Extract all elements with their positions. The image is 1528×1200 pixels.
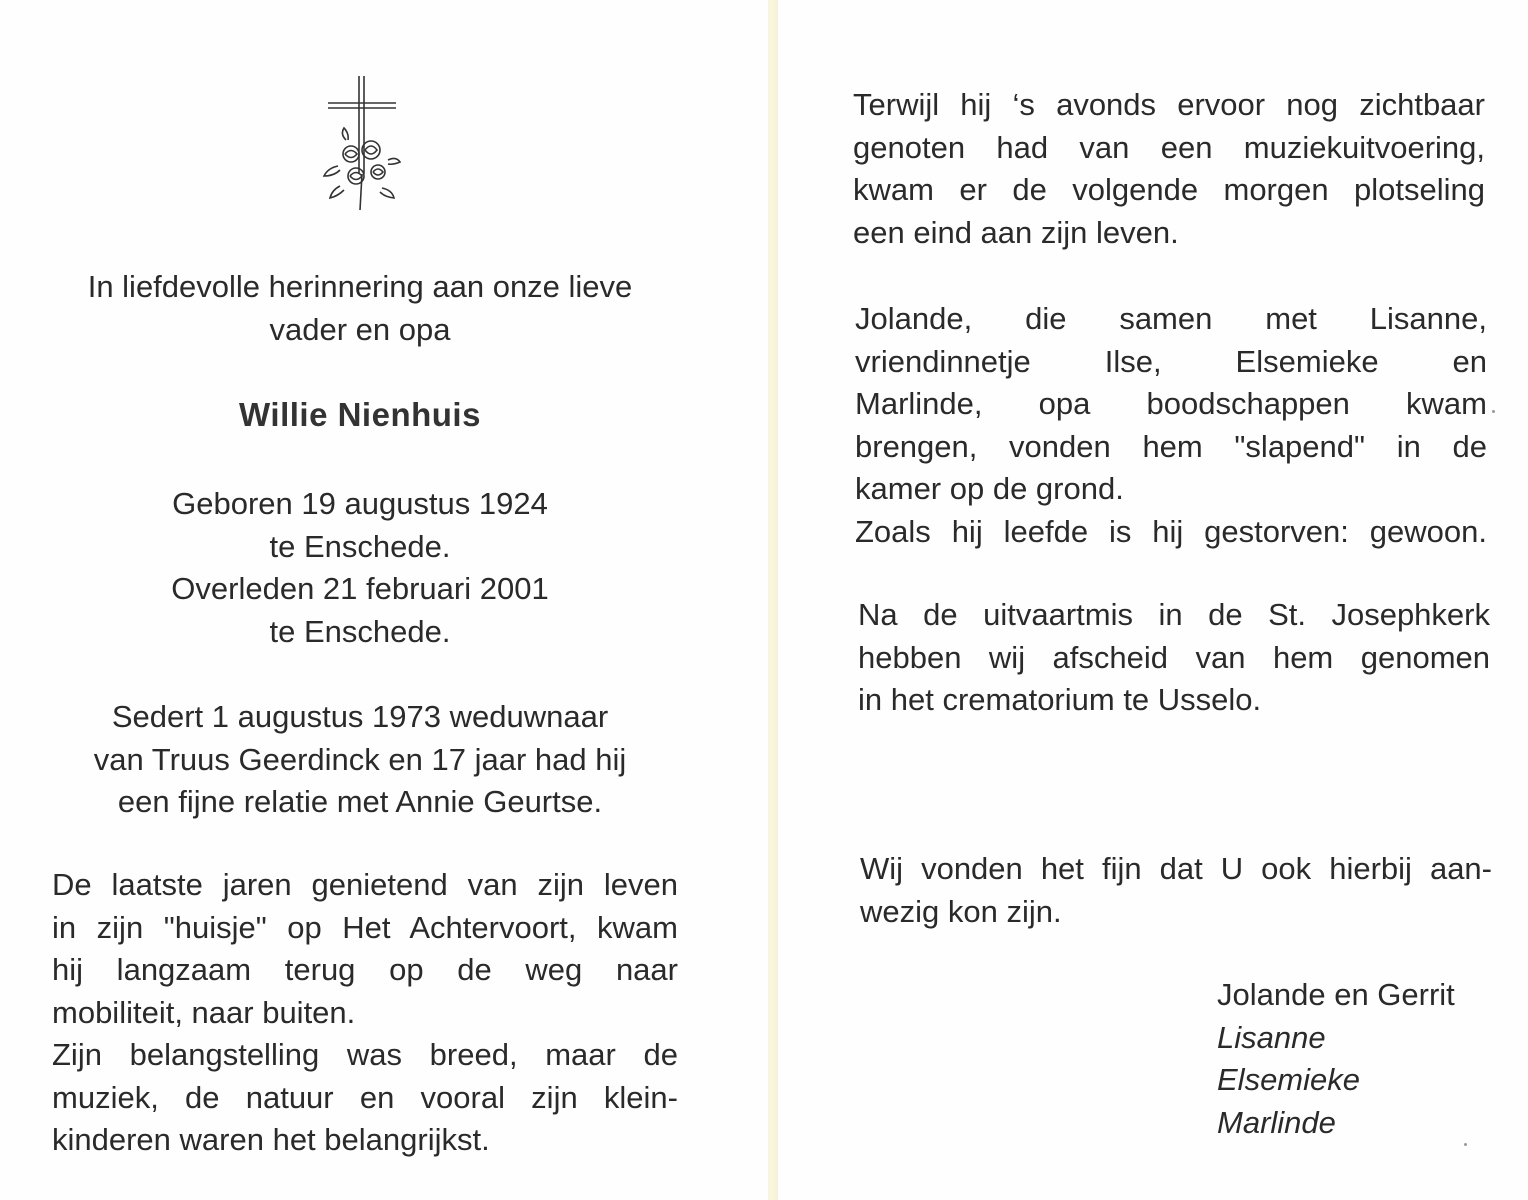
paragraph-line: in het crematorium te Usselo. [858,682,1262,717]
print-speck [1492,410,1495,413]
print-speck [1464,1143,1467,1146]
sudden-death-paragraph [853,84,1485,254]
card-fold [768,0,778,1200]
signature-child: Elsemieke [1217,1062,1360,1097]
cross-with-roses-icon [318,74,402,214]
date-line: te Enschede. [269,528,451,564]
final-years-paragraph [52,864,678,1162]
paragraph-line: vriendinnetje Ilse, Elsemieke en [855,343,1487,379]
date-line: Geboren 19 augustus 1924 [172,486,548,521]
paragraph-line: van Truus Geerdinck en 17 jaar had hij [93,741,627,777]
paragraph-line: Zoals hij leefde is hij gestorven: gewoon. [855,513,1487,549]
paragraph-line: een eind aan zijn leven. [853,214,1179,250]
paragraph-line: Marlinde, opa boodschappen kwam [855,386,1487,421]
found-paragraph [855,298,1487,553]
funeral-paragraph [858,594,1490,722]
paragraph-line: in zijn "huisje" op Het Achtervoort, kwam [52,909,678,945]
paragraph-line: genoten had van een muziekuitvoering, [853,129,1485,165]
paragraph-line: Sedert 1 augustus 1973 weduwnaar [111,699,609,734]
date-line: te Enschede. [269,613,451,649]
signature-child: Lisanne [1217,1019,1326,1055]
thanks-paragraph [860,848,1492,933]
paragraph-line: Jolande, die samen met Lisanne, [855,301,1487,336]
paragraph-line: kinderen waren het belangrijkst. [52,1122,490,1157]
paragraph-line: Terwijl hij ‘s avonds ervoor nog zichtbaar [853,87,1485,122]
paragraph-line: Wij vonden het fijn dat U ook hierbij aan- [860,851,1492,886]
paragraph-line: kwam er de volgende morgen plotseling [853,172,1485,207]
widower-paragraph [40,696,680,824]
signature-parents: Jolande en Gerrit [1217,977,1455,1012]
intro-line: vader en opa [269,311,451,347]
paragraph-line: muziek, de natuur en vooral zijn klein- [52,1079,678,1115]
paragraph-line: hebben wij afscheid van hem genomen [858,639,1490,675]
family-signature [1217,974,1507,1144]
intro-text [40,266,680,351]
paragraph-line: brengen, vonden hem "slapend" in de [855,428,1487,464]
paragraph-line: Na de uitvaartmis in de St. Josephkerk [858,597,1490,632]
birth-death-dates [40,483,680,653]
paragraph-line: mobiliteit, naar buiten. [52,994,356,1030]
intro-line: In liefdevolle herinnering aan onze lieve [87,269,633,304]
deceased-name: Willie Nienhuis [239,396,481,433]
date-line: Overleden 21 februari 2001 [171,571,549,606]
paragraph-line: een fijne relatie met Annie Geurtse. [117,784,603,819]
paragraph-line: De laatste jaren genietend van zijn leven [52,867,678,902]
paragraph-line: wezig kon zijn. [860,893,1062,929]
paragraph-line: kamer op de grond. [855,471,1124,506]
paragraph-line: hij langzaam terug op de weg naar [52,952,678,987]
signature-child: Marlinde [1217,1104,1336,1140]
paragraph-line: Zijn belangstelling was breed, maar de [52,1037,678,1072]
